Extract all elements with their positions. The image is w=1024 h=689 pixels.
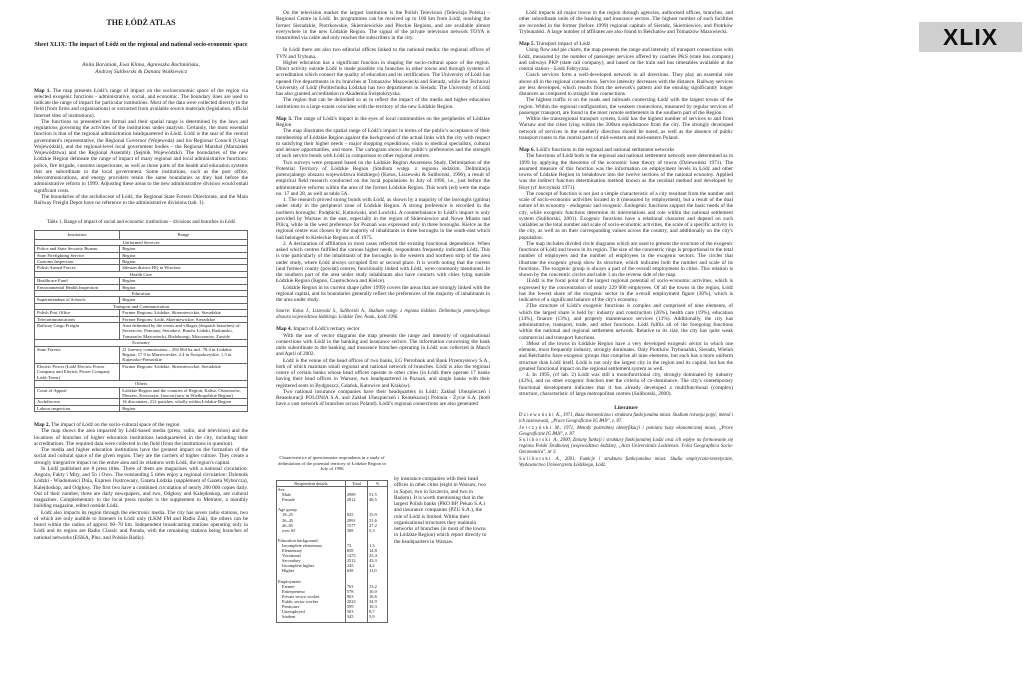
- map5-heading: Map 5.: [519, 41, 535, 47]
- table2-row-pct: 11,0: [369, 568, 377, 574]
- table2-row-label: Student: [282, 614, 296, 620]
- map6-heading: Map 6.: [519, 147, 535, 153]
- table1-row: [35, 387, 248, 399]
- table2-row-pct: 8,7: [369, 609, 375, 615]
- map6-paragraph-2: The functions of Łódź both in the regional and national settlement network were determined as in 1999 by applying the theorems of the economic base theory of towns (Dziewoński 1971). The assumed measure of this function was the information on employment levels in Łódź and other towns of Łódzkie Region in breakdown into the twelve sections of the national economy. Applied was the indirect function determination method known as the residual method and developed by Hoyt (cf Jerczyński 1971).: [519, 153, 733, 191]
- map4-continuation: by insurance companies with their head offices in other cities (eight in Warsaw, two in Sopot, two in Szczecin, and two in Radom). It is worth mentioning that in the largest Polish banks (PKO BP, Pekao S.A.) and insurance companies (PZU S.A.), the role of Łódź is limited. Within their organisational structures they maintain networks of branches (in most of the towns in Łódzkie Region) which report directly to the headquarters in Warsaw.: [394, 476, 487, 545]
- table1-section-name: Education: [35, 291, 248, 297]
- table2-row-pct: 10,0: [369, 588, 377, 594]
- table2-caption: Characteristics of questionnaire respondents in a study of delimitation of the potential territory of Łódzkie Region in July of 1996: [278, 455, 386, 472]
- table2-row-total: 73: [346, 542, 352, 548]
- table2-row-total: 503: [346, 609, 354, 615]
- table2-row-total: 2512: [346, 558, 356, 564]
- map3-heading: Map 3.: [276, 115, 293, 122]
- literature-author: Suliborski: [519, 456, 552, 462]
- literature-reference: M., 1971, Metody pośredniej identyfikacji i pomiaru bazy ekonomicznej miast, „Prace Geograficzne IG PAN", z. 87.: [519, 425, 733, 437]
- map3-paragraph-5: 2. A declaration of affiliation in most cases reflected the existing functional dependence. When asked which centres fulfilled the various higher needs, respondents frequently indicated Łódź. This is true particularly of the inhabitants of the boroughs in the western and northern strip of the area under study, where Łódź always occupied first or second place. It is worth noting that the current (and former) county (powiat) centres, functionally linked with Łódź, were commonly mentioned. In the southern part of the area under study inhabitants also have contacts with cities lying outside Łódzkie Region (Kępno, Częstochowa and Kielce).: [276, 240, 490, 285]
- literature-heading: Literature: [614, 405, 638, 411]
- table2-row-total: 1577: [346, 522, 356, 528]
- table2-row-total: 963: [346, 593, 354, 599]
- table2-row-total: 763: [346, 583, 354, 589]
- table2-row-pct: 51,6: [369, 517, 377, 523]
- table1-section-name: Economy: [35, 340, 248, 346]
- table1-cell-institution: Superintendent of Schools: [35, 297, 120, 303]
- map6-paragraph-6: 2The structure of Łódź's exogenic functions is complex and comprised of nine elements, of which the largest share is held by: industry and construction (26%), health care (19%), education (14%), finance (13%), and property maintenance services (13%). Additionally, the city has administrative, transport, trade, and other functions. Łódź fulfils all of the foregoing functions within the national and regional settlement network. Relative to its size, the city has quite weak commercial and transport functions.: [519, 303, 733, 341]
- table2-row-total: 1473: [346, 553, 356, 559]
- table1-row: [35, 405, 248, 411]
- table2-header-group: Respondent details: [277, 481, 346, 487]
- table1-row: [35, 363, 248, 380]
- sheet-title: Sheet XLIX: The impact of Łódź on the regional and national socio-economic space: [34, 42, 248, 48]
- table2-col-totals: [345, 487, 367, 623]
- map2-heading: Map 2.: [34, 422, 50, 429]
- table2-row-pct: 5,9: [369, 614, 375, 620]
- table2-row-label: Entrepreneur: [282, 588, 305, 594]
- table1-header-row: [35, 231, 248, 239]
- table2-col-labels: [277, 487, 346, 623]
- table2-row-pct: 27,2: [369, 522, 377, 528]
- map4-paragraph-2: With the use of vector diagrams the map presents the range and intensity of organisational connections with Łódź in the banking and insurance sectors. The information concerning the bank units subordinate to the banking and insurance branches operating in Łódź was collected in March and April of 2002.: [276, 332, 490, 358]
- col2-paragraph-1: On the television market the largest institution is the Polish Television (Telewizja Polska) – Regional Centre in Łódź. Its programmes can be received up to 100 km from Łódź, reaching the former Sieradzkie, Piotrkowskie, Skierniewickie and Płockie Regions, and are available almost everywhere in the new Łódzkie Region. The signal of the private television network TOYA is transmitted via cable and only reaches the subscribers in the city.: [276, 10, 490, 41]
- table2-row-total: 345: [346, 614, 354, 620]
- table1-cell-institution: Electric Power (Łódź Electric Power Company and Electric Power Company Łódź-Teren): [35, 363, 120, 380]
- table1-cell-institution: State Firefighting Service: [35, 252, 120, 258]
- map6-paragraph-1: Map 6. Łódź's functions in the regional and national settlement networks: [519, 147, 675, 153]
- map4-heading: Map 4.: [276, 326, 292, 333]
- map6-paragraph-3: The concept of function is not just a simple characteristic of a city resultant from the number and scale of socio-economic activities located in it (measured by employment), but a result of the dual nature of its economy - endogenic and exogenic. Endogenic functions support the basic needs of the city, while exogenic functions determine its interrelations and role within the national settlement system (Suliborski, 2001). Exogenic functions have a relational character and depend on such variables as the total number and scale of socio-economic activities, the scale of a specific activity in the city, as well as on their corresponding values across the country, and additionally on the city's population.: [519, 190, 733, 241]
- table2-row-pct: 48,5: [369, 497, 377, 503]
- table1-cell-institution: Environmental Health Inspection: [35, 284, 120, 290]
- map1-paragraph-1: Map 1. The map presents Łódź's range of impact on the socioeconomic space of the region via selected exogenic functions - administrative, social, and economic. The boundary lines are used to indicate the range of impact for particular institutions. Most of the data were collected directly in the field (from firms and organisations) or extracted from available source materials (legislation, official Internet sites of institutions).: [34, 87, 248, 119]
- map6-paragraph-7: 3Most of the towns in Łódzkie Region have a very developed exogenic sector in which one element, most frequently industry, strongly dominates. Only Piotrków Trybunalski, Sieradz, Wieluń and Bełchatów have exogenic groups that comprise all nine elements, but each has a more uniform structure than Łódź itself. Łódź is not only the largest city in the region and its capital, but has the greatest functional impact on the regional settlement system as well.: [519, 340, 733, 372]
- col2-paragraph-2: In Łódź there are also two editorial offices linked to the national media: the regional offices of TVN and Trybuna.: [276, 47, 490, 60]
- table1-cell-range: Łódzkie Region and the counties of Region, Kalisz, Ostrzeszów, Pleszew, Krotoszyn, Jarocin (now in Wielkopolskie Region): [120, 387, 248, 399]
- table2-row-total: 2023: [346, 598, 356, 604]
- table1-cell-institution: Telecommunications: [35, 316, 120, 322]
- table2-row-total: 308: [346, 527, 354, 533]
- table2-row-label: Public sector worker: [282, 598, 319, 604]
- table2-row-label: Secondary: [282, 558, 301, 564]
- map6-paragraph-4: The map includes divided circle diagrams which are used to present the structure of the exogenic functions of Łódź and towns in its region. The size of the concentric rings is proportional to the total number of employees and the number of employees in the exogenic sectors. The circles that illustrate the exogenic group show its structure, which indicates both the number and scale of its functions. The exogenic group is always a part of the overall employment in cities. This relation is shown by the concentric circles and table 1 on the reverse side of the map.: [519, 240, 733, 278]
- table2-row-pct: 16,6: [369, 593, 377, 599]
- table2-header-pct: %: [368, 481, 388, 487]
- map2-paragraph-3: The media and higher education institutions have the greatest impact on the formation of the social and cultural space of the given region. They are the carriers of higher culture. They create a strongly integrative impact on the entire area and its relations with Łódź, the region's capital.: [34, 447, 248, 466]
- column-left: [34, 10, 248, 541]
- map3-paragraph-1: Map 3. The range of Łódź's impact in the eyes of local communities on the peripheries of Łódzkie Region: [276, 115, 490, 128]
- table1-cell-range: Silesian district HQ in Wrocław: [120, 265, 248, 271]
- table1-cell-range: Region: [120, 258, 248, 264]
- table1-cell-institution: State Forests: [35, 346, 120, 363]
- table1-section-name: Others: [35, 381, 248, 387]
- table2-section-name: Sex: [278, 487, 285, 493]
- table1-cell-institution: Court of Appeal: [35, 387, 120, 399]
- table1-cell-range: Former Regions: Łódź, Skierniewickie, Sieradzkie: [120, 316, 248, 322]
- table2-row-total: 245: [346, 563, 354, 569]
- map5-paragraph-5: Within the transregional transport system, Łódź has the highest number of services to and from Warsaw and the cities lying within the 200km equidistance from the city. The strongly developed network of services in the southerly direction should be noted, as well as the absence of public transport routes to the central parts of mid-western and mid-eastern Poland.: [519, 116, 733, 141]
- table2-row-total: 825: [346, 512, 354, 518]
- table1-cell-range: 16 diaconates, 212 parishes, wholly within Łódzkie Region: [120, 399, 248, 405]
- table1-row: [35, 310, 248, 316]
- table2-row-pct: 1,3: [369, 542, 375, 548]
- map3-paragraph-4: 1. The research proved strong bonds with Łódź, as shown by a majority of the boroughs (gmina) under study in the peripheral zone of Łódzkie Region. A strong preference is recorded in the northern boroughs: Podębicki, Kutnowski, and Łowicki. A counterbalance to Łódź's impact is only provided by Warsaw in the east, especially in the region of Skierniewice and Nowe Miasto nad Pilicą, while in the west preference for Poznań was expressed only in three boroughs. Kielce as the regional centre was chosen by the majority of inhabitants in three boroughs in the south-east which had belonged to Kieleckie Region as of 1975.: [276, 197, 490, 241]
- table2-row-label: Vocational: [282, 553, 301, 559]
- table2-row-label: 26–45: [282, 517, 293, 523]
- map2-paragraph-4: In Łódź published are 8 press titles. Three of them are magazines with a national circulation: Angora, Fakty i Mity, and To i Owo. The outstanding 5 titles enjoy a regional circulation: Dziennik Łódzki - Wiadomości Dnia, Express Ilustrowany, Gazeta Łódzka (supplement of Gazeta Wyborcza), Kalejdoskop, and Odgłosy. The first two have a combined circulation of nearly 200 000 copies daily. Out of their number, three are daily newspapers, and two, Odgłosy and Kalejdoskop, are cultural magazines. Complementary to the local press market is the supplement to Metrator, a monthly building magazine, edited outside Łódź.: [34, 465, 248, 510]
- col2-paragraph-4: The region that can be delimited so as to reflect the impact of the media and higher education institutions to a large extent coincides with the territory of the new Łódzkie Region.: [276, 97, 490, 110]
- table1-cell-range: Area delimited by the towns and villages (dispatch branches) of: Szczerców, Pomiany, Sieradzce, Banów Łódzki, Radomsko, Tomaszów Mazowiecki, Białobrzegi, Mszczonów, Zawidz: [120, 323, 248, 340]
- table1-cell-range: Region: [120, 246, 248, 252]
- map2-paragraph-5: Łódź also impacts its region through the electronic media. The city has seven radio stations, two of which are only audible to listeners in Łódź only (ŁKM FM and Radio Żak), the others can be heard within the radius of approx 60–70 km. Independent broadcasting stations operating only in Łódź and its region are Radio Classic and Parada, with the remaining stations being branches of national networks (ESKA, Plus, and Polskie Radio).: [34, 509, 248, 541]
- map1-paragraph-2: The functions so presented are formal and their spatial range is determined by the laws and regulations governing the activities of the institutions under analysis. Certainly, the most essential function is that of the regional administration headquartered in Łódź. Łódź is the seat of the central government's representative, the Regional Governor (Wojewoda) and his Regional Council (Urząd Wojewódzki), and the regional-level local government bodies – the Regional Marshal (Marszałek Województwa) and the Regional Assembly (Sejmik Wojewódzki). The boundaries of the new Łódzkie Region delineate the range of impact of many regional and local administrative functions: police, fire brigade, customs inspectorate, as well as those parts of the health and education systems that are subordinate to the local government. Some institutions, such as the post office, telecommunications, and energy providers retain the same boundaries as they had before the administrative reform in 1999. Adjusting these areas to the new administrative division would entail significant costs.: [34, 118, 248, 194]
- map3-paragraph-3: Two surveys were prepared based on the Łódzkie Region Awareness Study. Delimitation of the Potential Territory of Łódzkie Region (Studium wstęp. z regionu łódzkim. Delimitacja potencjalnego obszaru województwa łódzkiego) (Kotus, Liszewski & Suliborski, 1996), a result of empirical field research conducted on the local populations in July of 1996, i.e., just before the administrative reforms within the area of the former Łódzkie Region. This work (ed) were the maps no. 17 and 28, as well as table 5A.: [276, 159, 490, 197]
- map3-source: Source: Kotus J., Liszewski S., Suliborski A., Studium wstęp. z regionu łódzkim. Delimitacja potencjalnego obszaru województwa łódzkiego. Łódzkie Tow. Nauk., Łódź 1996.: [276, 309, 490, 320]
- literature-author: Dziewoński: [519, 413, 555, 419]
- table1-cell-institution: Customs Inspection: [35, 258, 120, 264]
- table1-cell-range: Region: [120, 405, 248, 411]
- table2-row-label: over 65: [282, 527, 296, 533]
- literature-item: [519, 457, 733, 469]
- table1-cell-range: Region: [120, 278, 248, 284]
- table1-cell-institution: Railway Cargo Freight: [35, 323, 120, 340]
- table2-row-label: Private sector worker: [282, 593, 320, 599]
- table2-row-total: 599: [346, 603, 354, 609]
- table2-row-pct: 43,3: [369, 558, 377, 564]
- map5-paragraph-3: Coach services form a well-developed network in all directions. They play an essential role above all in the regional connections. Service intensity decreases with the distance. Railway services are less developed, which results from the network's pattern and the ensuing significantly longer distances as compared to straight line connections.: [519, 72, 733, 97]
- map4-paragraph-3: Łódź is the venue of the head offices of two banks, ŁG Petrobank and Bank Przemysłowy S.A., both of which maintain small regional and national network of branches. Łódź is also the regional centre of certain banks whose head offices operate in other cities (in Łódź there operate 17 banks having their head offices in Warsaw, two headquartered in Poznań, and single banks with their registered seats in Bydgoszcz, Gdańsk, Katowice and Kraków).: [276, 357, 490, 389]
- map3-paragraph-6: Łódzkie Region in its current shape (after 1999) covers the areas that are strongly linked with the regional capital, and its boundaries generally reflect the preferences of the majority of inhabitants in the area under study.: [276, 284, 490, 303]
- map5-paragraph-2: Using flow and pie charts, the map presents the range and intensity of transport connections with Łódź, measured by the number of passenger services offered by coaches PKS (state bus company) and railways PKP (state rail company), and based on the train and bus timetables available at the central station – Łódź Fabryczna.: [519, 47, 733, 72]
- table1-section-name: Transport and Communication: [35, 303, 248, 309]
- col2-paragraph-3: Higher education has a significant function in shaping the socio-cultural space of the region. Direct activity outside Łódź is made possible via branches in other towns and through systems of accreditation which connect the quality of education and its certification. The University of Łódź has opened five departments in its branches at Tomaszów Mazowiecki and Sieradz, while the Technical University of Łódź (Politechnika Łódzka) has two departments in Sieradz. The University of Łódź has also granted accreditation to Akademia Świętokrzyska.: [276, 59, 490, 97]
- map6-paragraph-8: 4. In 1995, (cf tab. 2) Łódź was still a monofunctional city, strongly dominated by industry (43%), and no other exogenic function met the criteria of co-dominance. The city's contemporary functional development indicates that it has already developed a multifunctional (complex) structure, characteristic of large metropolitan centres (Suliborski, 2000).: [519, 372, 733, 397]
- table1-row: [35, 323, 248, 340]
- table2-row-label: Female: [282, 497, 295, 503]
- table1-caption: Table 1. Range of impact of social and economic institutions – divisions and branches in Łódź: [46, 220, 236, 226]
- map6-paragraph-5: 1Łódź is the focal point of the largest regional potential of socio-economic activities, which is expressed by the concentration of nearly 229 000 employees. Of all the towns in the region, Łódź has the lowest share of the exogenic sector in the overall employment figure (30%), which is indicative of a significant balance of the city's economy.: [519, 278, 733, 303]
- map2-paragraph-1: Map 2. The impact of Łódź on the socio-cultural space of the region: [34, 422, 180, 429]
- table1-header-range: Range: [120, 231, 248, 239]
- literature-reference: A., 2000, Zmiany funkcji i struktury funkcjonalnej Łodzi oraz ich wpływ na formowanie się regionu Polski Środkowej (województwo łódzkie), „Acta Universitatis Lodziensis. Folia Geographica Socio-Oeconomica", nr 3.: [519, 438, 733, 456]
- table1-cell-institution: Police and State Security Bureau: [35, 246, 120, 252]
- table1-cell-institution: Labour inspection: [35, 405, 120, 411]
- sheet-number-badge: [919, 22, 1022, 52]
- literature-item: [519, 413, 733, 425]
- table1: [34, 230, 248, 412]
- table2-body-row: [277, 487, 388, 623]
- table2-row-pct: 10,3: [369, 603, 377, 609]
- table1-cell-range: Former Regions: Łódzkie, Skierniewickie, Sieradzkie: [120, 310, 248, 316]
- map2-paragraph-2: The map shows the area impacted by Łódź-based media (press, radio, and television) and the locations of branches of higher education institutions headquartered in the city, including their accreditations. The required data were collected in the field (from the institutions in question).: [34, 428, 248, 447]
- literature-author: Suliborski: [519, 438, 552, 444]
- atlas-title: THE ŁÓDŹ ATLAS: [106, 18, 176, 27]
- table2-row-label: Higher: [282, 568, 295, 574]
- table2-row-total: 638: [346, 568, 354, 574]
- table2-row-pct: 25,4: [369, 553, 377, 559]
- table2-row-label: Elementary: [282, 548, 303, 554]
- literature-list: [519, 413, 733, 468]
- table2-row-pct: 51,5: [369, 492, 377, 498]
- table2-row-label: Male: [282, 492, 292, 498]
- table2-row-label: Incomplete elementary: [282, 542, 323, 548]
- map1-paragraph-3: The boundaries of the archdiocese of Łódź, the Regional State Forests Directorate, and the Main Railway Freight Depot have no reference to the administrative divisions (tab. 1).: [34, 193, 248, 207]
- table1-section-name: Health Care: [35, 271, 248, 277]
- table1-cell-range: Former Regions: Łódzkie, Skierniewickie, Sieradzkie: [120, 363, 248, 380]
- literature-item: [519, 438, 733, 455]
- authors: [34, 62, 248, 76]
- table2-row-pct: 13,2: [369, 583, 377, 589]
- table2: [276, 480, 388, 623]
- table2-row-label: Unemployed: [282, 609, 305, 615]
- table2-wrapper: [276, 480, 388, 623]
- table1-cell-institution: Polish Post Office: [35, 310, 120, 316]
- table2-row-label: 18–25: [282, 512, 293, 518]
- table2-section-name: Age group: [278, 507, 297, 513]
- table2-row-pct: 34,9: [369, 598, 377, 604]
- table1-header-institution: Institution: [35, 231, 120, 239]
- table1-cell-institution: Polish Armed Forces: [35, 265, 120, 271]
- map4-paragraph-1: Map 4. Impact of Łódź's tertiary sector: [276, 326, 360, 333]
- table2-row-total: 858: [346, 548, 354, 554]
- table2-section-name: Employment: [278, 578, 301, 584]
- table1-cell-institution: Healthcare Fund: [35, 278, 120, 284]
- literature-reference: K., 1971, Baza ekonomiczna i struktura funkcjonalna miast. Studium rozwoju pojęć, metod i ich zastosowań, „Prace Geograficzne IG PAN", z. 87.: [519, 413, 733, 425]
- table2-row-label: Farmer: [282, 583, 295, 589]
- table2-row-label: Incomplete higher: [282, 563, 315, 569]
- literature-item: [519, 426, 733, 438]
- table2-col-pcts: [368, 487, 388, 623]
- table2-row-total: 2989: [346, 492, 356, 498]
- literature-reference: A., 2001, Funkcje i struktura funkcjonalna miast. Studia empiryczno-teoretyczne, Wydawnictwo Uniwersytetu Łódzkiego, Łódź.: [519, 456, 733, 468]
- table1-section-name: Uniformed Services: [35, 239, 248, 245]
- column-right: [519, 10, 733, 469]
- map5-paragraph-1: Map 5. Transport impact of Łódź: [519, 41, 591, 47]
- table2-header-total: Total: [345, 481, 367, 487]
- sheet-number: XLIX: [942, 23, 999, 50]
- table2-row-total: 2812: [346, 497, 356, 503]
- table2-row-total: 2991: [346, 517, 356, 523]
- column-middle: [276, 10, 490, 408]
- table2-row-label: 46–65: [282, 522, 293, 528]
- map4-paragraph-4: Two national insurance companies have their headquarters in Łódź: Zakład Ubezpieczeń i Reasekuracji POLONIA S.A. and Zakład Ubezpieczeń i Reasekuracji Polonia - Życie S.A. (both have a vast network of branches across Poland). Łódź's regional connections are also generated: [276, 388, 490, 408]
- table2-row-label: Pensioner: [282, 603, 300, 609]
- literature-author: Jerczyński: [519, 425, 553, 431]
- table2-row-pct: 14,8: [369, 548, 377, 554]
- table2-row-pct: 4,2: [369, 563, 375, 569]
- table2-row-pct: 5,3: [369, 527, 375, 533]
- table2-row-pct: 15,9: [369, 512, 377, 518]
- table1-cell-range: 21 forestry commissions – 292 064 ha incl. 78.4 in Łódzkie Region, 17.9 in Mazowieckie, 2.4 in Świętokrzyskie, 1.3 in Kujawsko-Pomorskie: [120, 346, 248, 363]
- authors-line-2: Andrzej Suliborski & Danuta Walkiewicz: [95, 68, 187, 75]
- map5-paragraph-4: The highest traffic is on the roads and railroads connecting Łódź with the largest towns of the region. Within the regional configuration, the weakest connections, measured by regular services of passenger transport, are found in the most remote settlements in the southern part of the Region.: [519, 97, 733, 116]
- col3-paragraph-1: Łódź impacts all major towns in the region through agencies, authorised offices, branches, and other subordinate units of the banking and insurance sectors. The highest number of such facilities are recorded in the former (before 1999) regional capitals of Sieradz, Skierniewice, and Piotrków Trybunalski. A large number of affiliates are also found in Bełchatów and Tomaszów Mazowiecki.: [519, 10, 733, 35]
- table2-section-name: Education background: [278, 537, 318, 543]
- table2-row-total: 578: [346, 588, 354, 594]
- table1-cell-range: Region: [120, 252, 248, 258]
- table1-cell-range: Region: [120, 284, 248, 290]
- table1-cell-institution: Archdiocese: [35, 399, 120, 405]
- map3-paragraph-2: The map illustrates the spatial range of Łódź's impact in terms of the public's acceptance of their membership of Łódzkie Region against the background of the actual links with the city with respect to satisfying their higher needs – major shopping expeditions, visits to medical specialists, cultural and leisure opportunities, and more. The cartogram shows the public's preferences and the strength of such service bonds with Łódź in comparison to other regional centres.: [276, 128, 490, 160]
- table1-cell-range: Region: [120, 297, 248, 303]
- map1-heading: Map 1.: [34, 87, 51, 94]
- table1-row: [35, 346, 248, 363]
- authors-line-1: Anita Baraniak, Ewa Klima, Agnieszka Rochmińska,: [82, 61, 200, 68]
